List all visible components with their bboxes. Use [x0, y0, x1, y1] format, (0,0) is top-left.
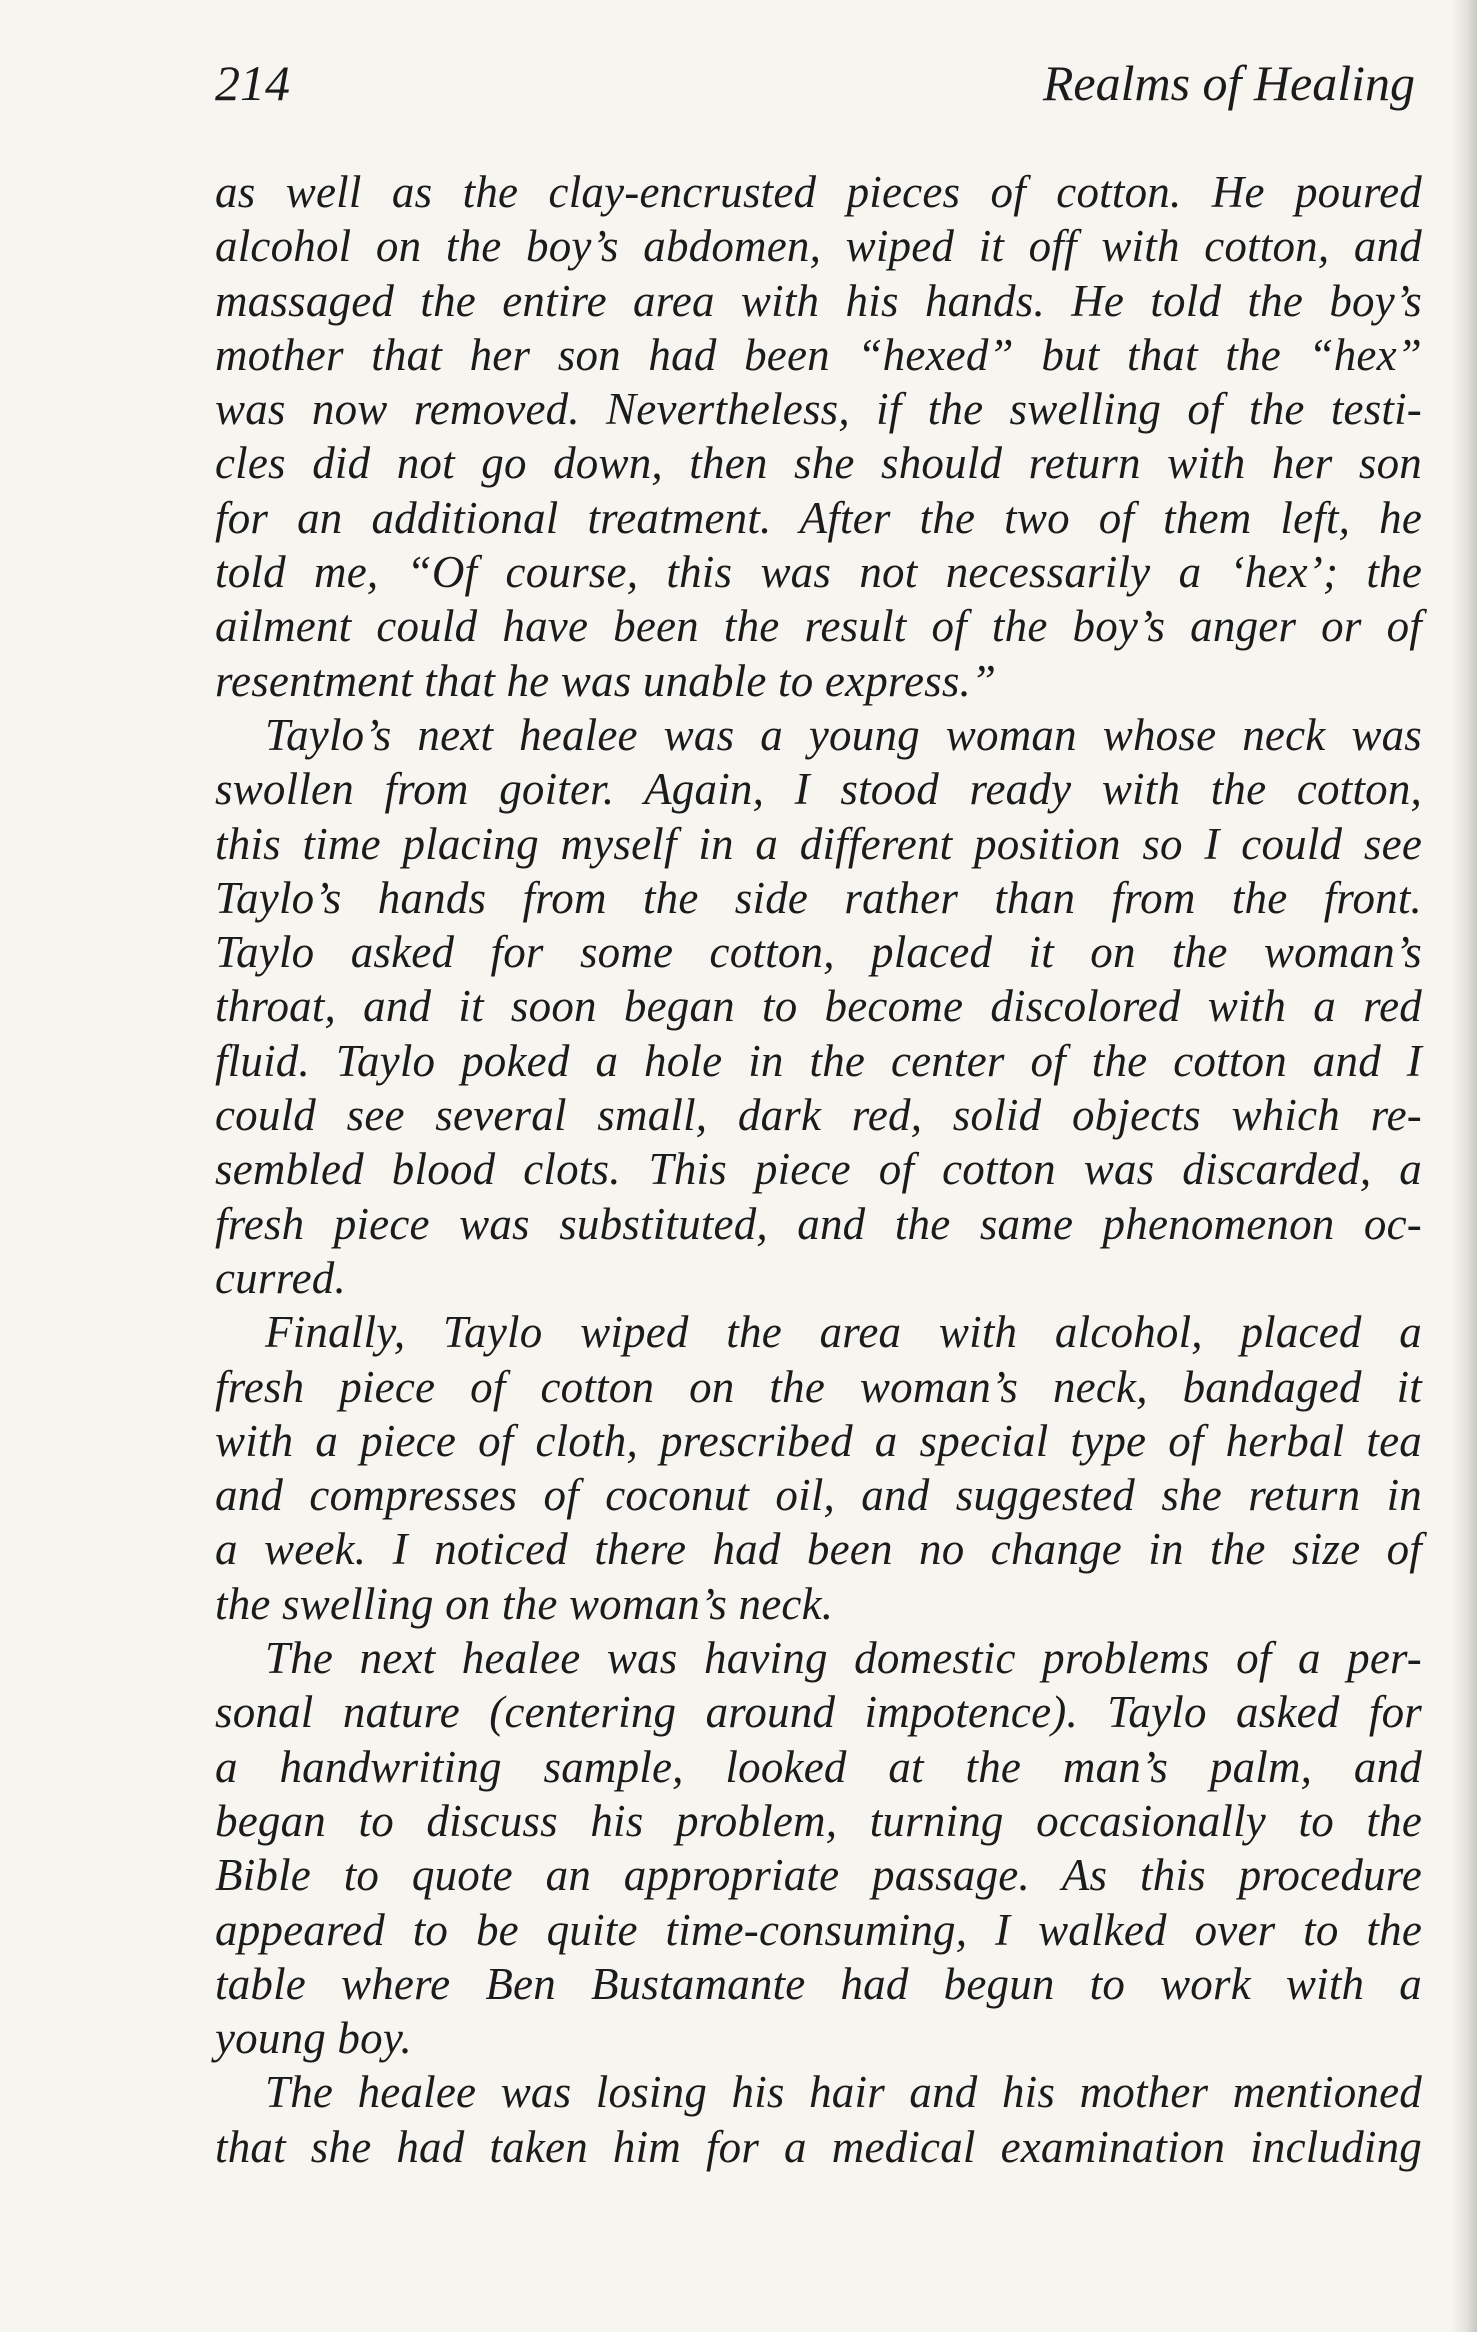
text-line: The healee was losing his hair and his mother mentioned	[265, 2067, 1422, 2118]
text-line: sonal nature (centering around impotence). Taylo asked for	[215, 1687, 1422, 1738]
paragraph	[215, 708, 1422, 1305]
text-line: sembled blood clots. This piece of cotton was discarded, a	[215, 1144, 1422, 1195]
text-line: curred.	[215, 1252, 346, 1303]
paragraph	[215, 1305, 1422, 1631]
text-line: ailment could have been the result of the boy’s anger or of	[215, 601, 1422, 652]
text-line: a handwriting sample, looked at the man’s palm, and	[215, 1741, 1422, 1792]
page-edge-shadow	[1451, 0, 1477, 2332]
text-line: Finally, Taylo wiped the area with alcohol, placed a	[265, 1307, 1422, 1358]
paragraph	[215, 1631, 1422, 2065]
text-line: young boy.	[215, 2013, 412, 2064]
text-line: fresh piece was substituted, and the same phenomenon oc-	[215, 1198, 1422, 1249]
text-line: appeared to be quite time-consuming, I walked over to the	[215, 1904, 1422, 1955]
running-head	[215, 48, 1415, 118]
text-line: Taylo’s next healee was a young woman whose neck was	[265, 709, 1422, 760]
text-line: told me, “Of course, this was not necessarily a ‘hex’; the	[215, 547, 1422, 598]
text-line: Taylo asked for some cotton, placed it on the woman’s	[215, 927, 1422, 978]
text-line: a week. I noticed there had been no change in the size of	[215, 1524, 1422, 1575]
text-line: massaged the entire area with his hands. He told the boy’s	[215, 275, 1422, 326]
text-line: fluid. Taylo poked a hole in the center of the cotton and I	[215, 1035, 1422, 1086]
running-title: Realms of Healing	[1042, 55, 1415, 111]
text-line: with a piece of cloth, prescribed a special type of herbal tea	[215, 1415, 1422, 1466]
text-line: as well as the clay-encrusted pieces of cotton. He poured	[215, 167, 1422, 217]
text-line: throat, and it soon began to become discolored with a red	[215, 981, 1422, 1032]
text-line: was now removed. Nevertheless, if the swelling of the testi-	[215, 384, 1422, 435]
text-line: resentment that he was unable to express.”	[215, 655, 997, 706]
text-line: the swelling on the woman’s neck.	[215, 1578, 834, 1629]
text-line: table where Ben Bustamante had begun to work with a	[215, 1958, 1422, 2009]
text-line: for an additional treatment. After the two of them left, he	[215, 492, 1422, 543]
page-number: 214	[215, 55, 290, 111]
text-line: Bible to quote an appropriate passage. As this procedure	[215, 1850, 1422, 1901]
text-line: mother that her son had been “hexed” but that the “hex”	[215, 329, 1422, 380]
text-line: Taylo’s hands from the side rather than from the front.	[215, 872, 1422, 923]
text-line: this time placing myself in a different position so I could see	[215, 818, 1422, 869]
text-line: alcohol on the boy’s abdomen, wiped it off with cotton, and	[215, 221, 1422, 272]
text-line: that she had taken him for a medical examination including	[215, 2121, 1422, 2172]
text-line: and compresses of coconut oil, and suggested she return in	[215, 1470, 1422, 1521]
text-line: The next healee was having domestic problems of a per-	[265, 1633, 1422, 1684]
body-text	[215, 165, 1422, 2174]
text-line: fresh piece of cotton on the woman’s neck, bandaged it	[215, 1361, 1422, 1412]
text-line: began to discuss his problem, turning occasionally to the	[215, 1795, 1422, 1846]
paragraph	[215, 2065, 1422, 2174]
paragraph	[215, 165, 1422, 708]
text-line: swollen from goiter. Again, I stood ready with the cotton,	[215, 764, 1422, 815]
text-line: cles did not go down, then she should return with her son	[215, 438, 1422, 489]
text-line: could see several small, dark red, solid objects which re-	[215, 1090, 1422, 1141]
